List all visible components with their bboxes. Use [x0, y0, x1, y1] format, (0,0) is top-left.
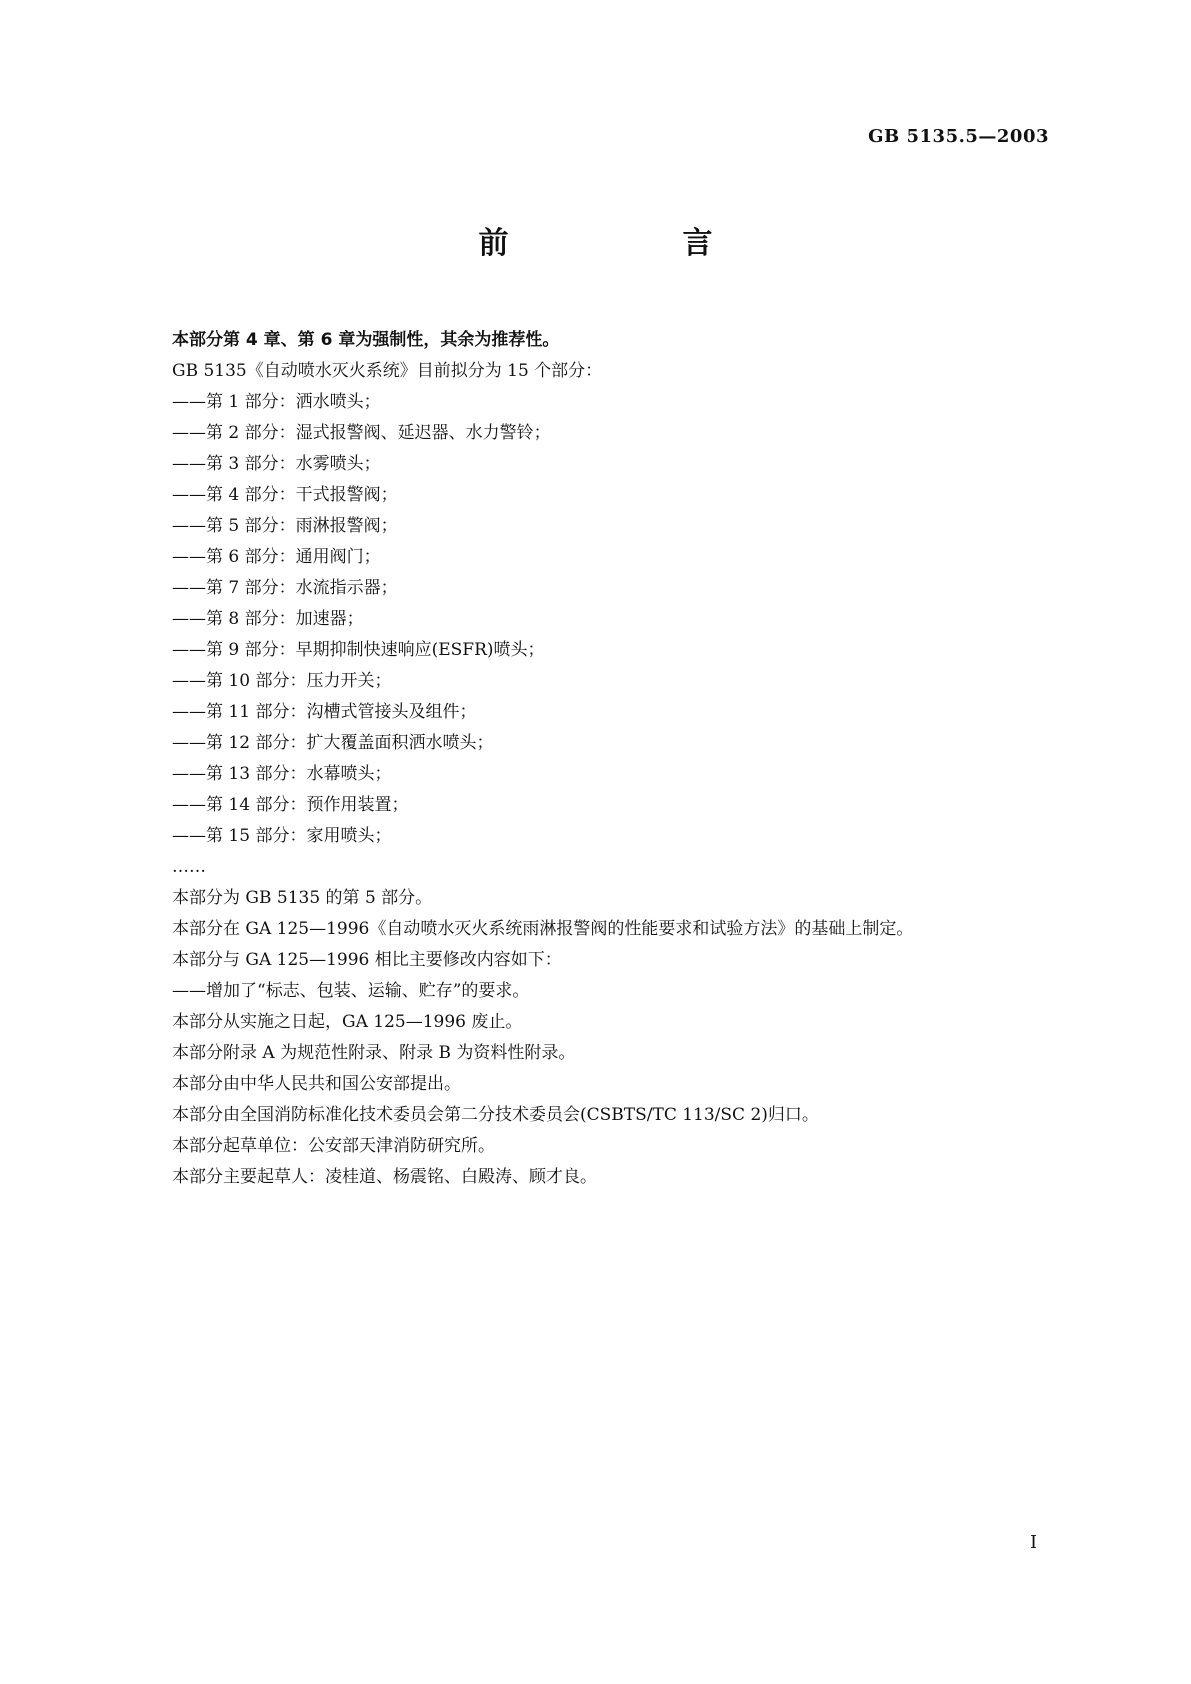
foreword-line: 本部分在 GA 125—1996《自动喷水灭火系统雨淋报警阀的性能要求和试验方法》的基础上制定。: [172, 919, 914, 939]
foreword-line: ——第 6 部分：通用阀门；: [172, 547, 381, 567]
foreword-line: ——第 8 部分：加速器；: [172, 609, 364, 629]
foreword-line: 本部分起草单位：公安部天津消防研究所。: [172, 1136, 495, 1156]
foreword-line: ——增加了“标志、包装、运输、贮存”的要求。: [172, 981, 530, 1001]
standard-code: GB 5135.5—2003: [868, 126, 1049, 147]
foreword-line: ——第 15 部分：家用喷头；: [172, 826, 392, 846]
foreword-line: ——第 4 部分：干式报警阀；: [172, 485, 398, 505]
foreword-line: 本部分第 4 章、第 6 章为强制性，其余为推荐性。: [172, 330, 560, 350]
foreword-line: 本部分主要起草人：凌桂道、杨震铭、白殿涛、顾才良。: [172, 1167, 597, 1187]
foreword-line: ——第 7 部分：水流指示器；: [172, 578, 398, 598]
foreword-line: 本部分从实施之日起，GA 125—1996 废止。: [172, 1012, 523, 1032]
foreword-line: 本部分附录 A 为规范性附录、附录 B 为资料性附录。: [172, 1043, 576, 1063]
page-number: I: [1030, 1532, 1038, 1553]
foreword-line: ——第 2 部分：湿式报警阀、延迟器、水力警铃；: [172, 423, 551, 443]
foreword-line: 本部分与 GA 125—1996 相比主要修改内容如下：: [172, 950, 562, 970]
foreword-line: 本部分由全国消防标准化技术委员会第二分技术委员会(CSBTS/TC 113/SC 2)归口。: [172, 1105, 819, 1125]
foreword-line: ——第 9 部分：早期抑制快速响应(ESFR)喷头；: [172, 640, 545, 660]
foreword-line: 本部分由中华人民共和国公安部提出。: [172, 1074, 461, 1094]
foreword-line: ——第 1 部分：洒水喷头；: [172, 392, 381, 412]
foreword-line: ——第 12 部分：扩大覆盖面积洒水喷头；: [172, 733, 494, 753]
foreword-line: ——第 13 部分：水幕喷头；: [172, 764, 392, 784]
foreword-body: [172, 325, 1072, 1193]
foreword-line: ——第 11 部分：沟槽式管接头及组件；: [172, 702, 477, 722]
foreword-line: ——第 3 部分：水雾喷头；: [172, 454, 381, 474]
foreword-line: ……: [172, 857, 206, 877]
page-title: 前 言: [478, 226, 751, 261]
foreword-line: 本部分为 GB 5135 的第 5 部分。: [172, 888, 433, 908]
foreword-line: ——第 14 部分：预作用装置；: [172, 795, 409, 815]
foreword-line: ——第 10 部分：压力开关；: [172, 671, 392, 691]
foreword-line: ——第 5 部分：雨淋报警阀；: [172, 516, 398, 536]
foreword-line: GB 5135《自动喷水灭火系统》目前拟分为 15 个部分：: [172, 361, 603, 381]
